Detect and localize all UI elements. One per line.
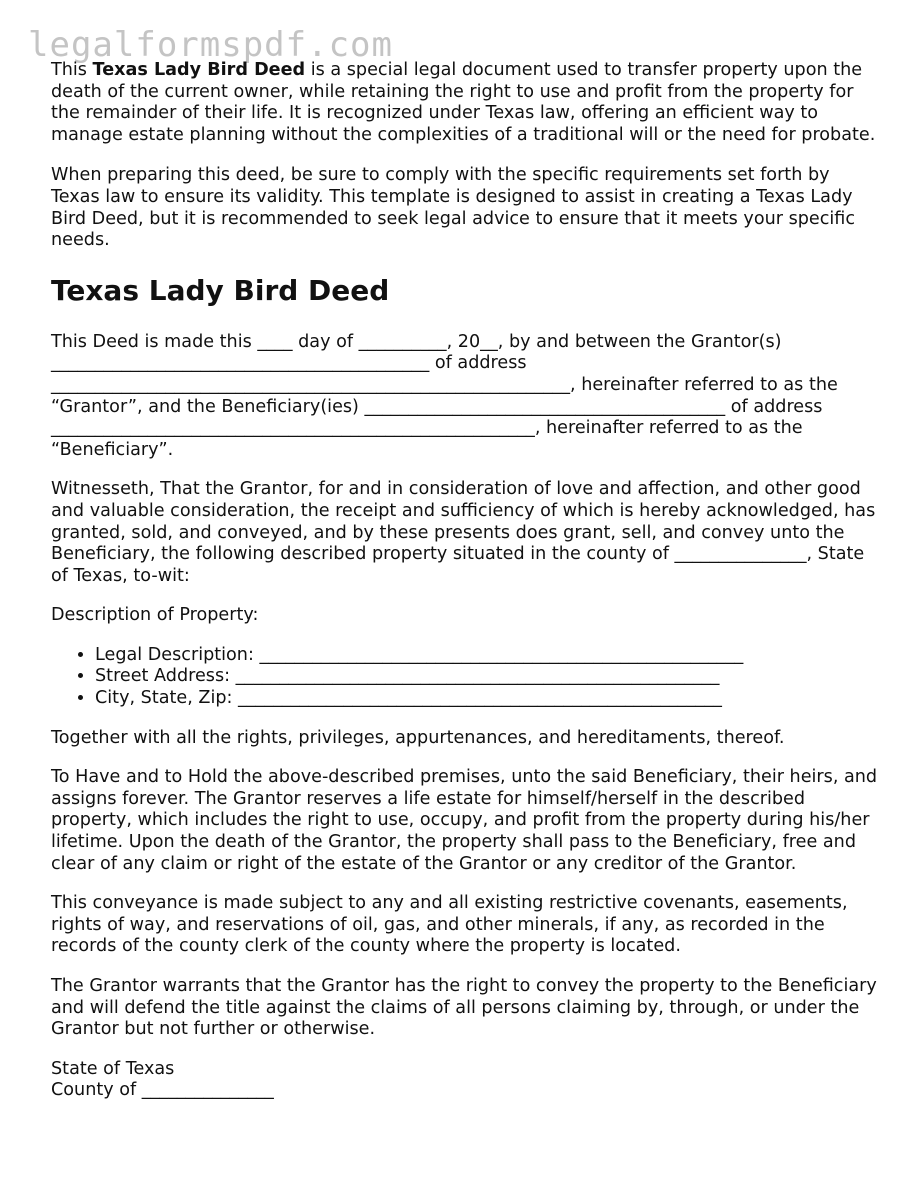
property-list xyxy=(51,645,881,710)
page-title: Texas Lady Bird Deed xyxy=(51,273,390,307)
state-line: State of Texas xyxy=(51,1058,175,1079)
deed-document xyxy=(51,60,881,1102)
intro-text-post: is a special legal document used to transfer property upon the death of the current owner, while retaining the right to use and profit from the property for the remainder of their life. It is recognized under Texas law, offering an efficient way to manage estate planning without the complexities of a traditional will or the need for probate. xyxy=(51,60,876,145)
intro-text-pre: This xyxy=(51,60,93,80)
county-line: County of _______________ xyxy=(51,1080,274,1101)
witnesseth-paragraph: Witnesseth, That the Grantor, for and in consideration of love and affection, and other good and valuable consideration, the receipt and sufficiency of which is hereby acknowledged, has granted, sold, and conveyed, and by these presents does grant, sell, and convey unto the Beneficiary, the following described property situated in the county of _______________, State of Texas, to-wit: xyxy=(51,479,876,586)
property-item-city-state-zip: • City, State, Zip: _______________________________________________________ xyxy=(95,688,881,710)
subject-to-paragraph: This conveyance is made subject to any and all existing restrictive covenants, easements, rights of way, and reservations of oil, gas, and other minerals, if any, as recorded in the records of the county clerk of the county where the property is located. xyxy=(51,893,848,957)
watermark-logo: legalformspdf.com xyxy=(28,25,393,65)
property-item-legal-description: • Legal Description: _______________________________________________________ xyxy=(95,645,881,667)
notary-venue xyxy=(51,1059,881,1102)
warranty-paragraph: The Grantor warrants that the Grantor has the right to convey the property to the Beneficiary and will defend the title against the claims of all persons claiming by, through, or under the Grantor but not further or otherwise. xyxy=(51,976,877,1040)
description-heading: Description of Property: xyxy=(51,605,259,626)
together-paragraph: Together with all the rights, privileges, appurtenances, and hereditaments, thereof. xyxy=(51,727,785,748)
intro-paragraph-1 xyxy=(51,60,881,146)
intro-paragraph-2: When preparing this deed, be sure to comply with the specific requirements set forth by Texas law to ensure its validity. This template is designed to assist in creating a Texas Lady Bird Deed, but it is recommended to seek legal advice to ensure that it meets your specific needs. xyxy=(51,165,856,251)
intro-bold-title: Texas Lady Bird Deed xyxy=(92,60,306,80)
habendum-paragraph: To Have and to Hold the above-described premises, unto the said Beneficiary, their heirs, and assigns forever. The Grantor reserves a life estate for himself/herself in the described property, which includes the right to use, occupy, and profit from the property during his/her lifetime. Upon the death of the Grantor, the property shall pass to the Beneficiary, free and clear of any claim or right of the estate of the Grantor or any creditor of the Grantor. xyxy=(51,767,878,874)
parties-paragraph: This Deed is made this ____ day of __________, 20__, by and between the Grantor(s) ___________________________________________ of address ___________________________________________________________, hereinafter referred to as the “Grantor”, and the Beneficiary(ies) _________________________________________ of address _______________________________________________________, hereinafter referred to as the “Beneficiary”. xyxy=(51,331,838,460)
property-item-street-address: • Street Address: _______________________________________________________ xyxy=(95,666,881,688)
